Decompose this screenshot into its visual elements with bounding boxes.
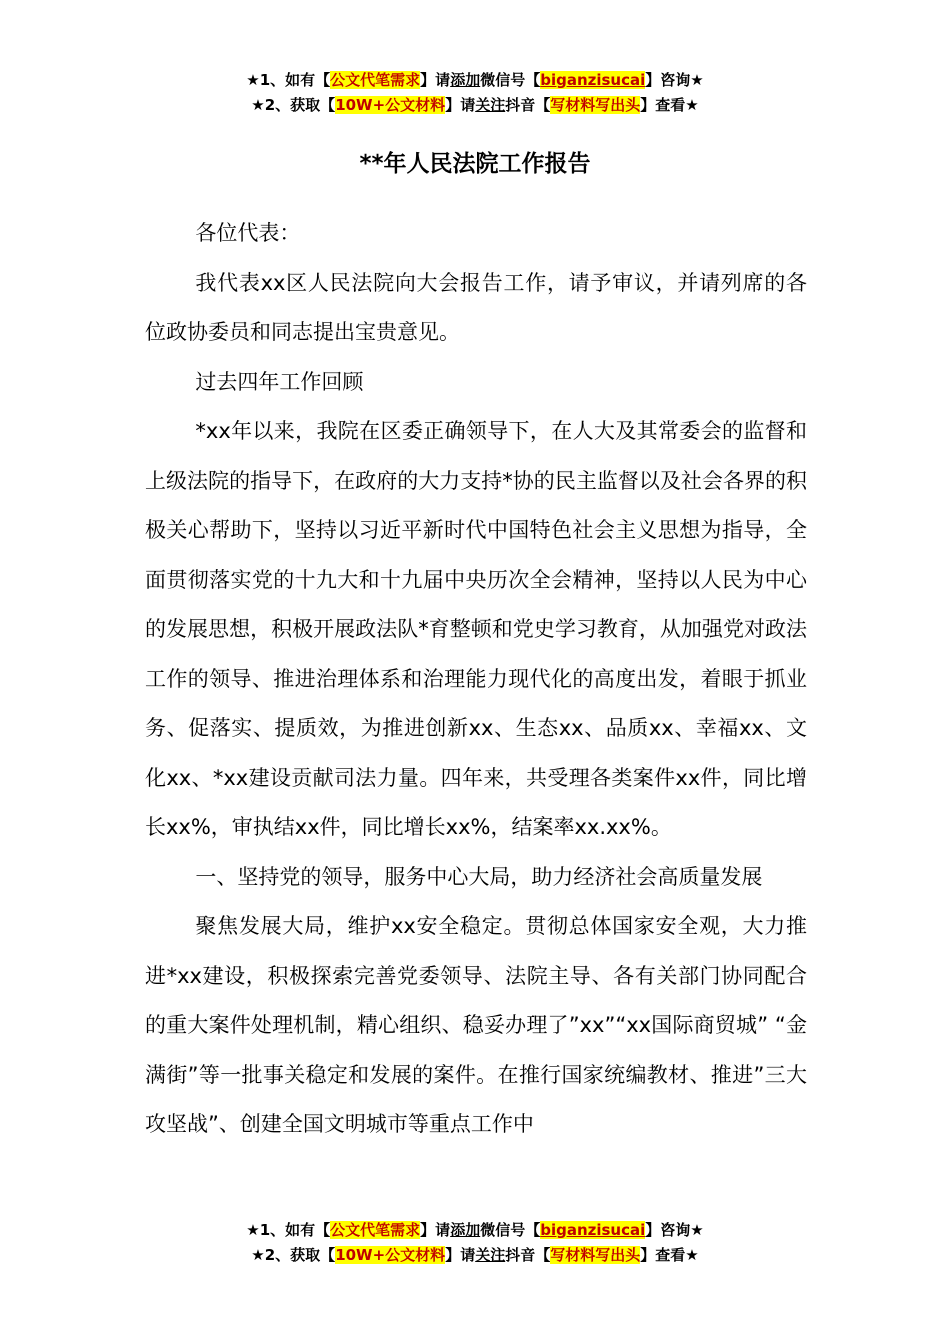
banner-text: 】咨询★ (645, 1221, 704, 1239)
footer-banner (0, 1218, 950, 1268)
banner-underline: 添加 (450, 1221, 481, 1239)
banner-line-2 (0, 1243, 950, 1268)
section-heading: 一、坚持党的领导，服务中心大局，助力经济社会高质量发展 (195, 864, 763, 889)
paragraph: *xx年以来，我院在区委正确领导下，在人大及其常委会的监督和上级法院的指导下，在政府的大力支持*协的民主监督以及社会各界的积极关心帮助下，坚持以习近平新时代中国特色社会主义思想为指导，全面贯彻落实党的十九大和十九届中央历次全会精神，坚持以人民为中心的发展思想，积极开展政法队*育整顿和党史学习教育，从加强党对政法工作的领导、推进治理体系和治理能力现代化的高度出发，着眼于抓业务、促落实、提质效，为推进创新xx、生态xx、品质xx、幸福xx、文化xx、*xx建设贡献司法力量。四年来，共受理各类案件xx件，同比增长xx%，审执结xx件，同比增长xx%，结案率xx.xx%。 (145, 419, 807, 839)
banner-text: 抖音【 (505, 1246, 551, 1264)
douyin-account-highlight: 写材料写出头 (550, 96, 641, 114)
banner-text: 】请 (420, 1221, 451, 1239)
banner-highlight: 10W+公文材料 (335, 1246, 446, 1264)
banner-text: 】请 (445, 96, 476, 114)
banner-text: ★2、获取【 (251, 96, 336, 114)
document-title: **年人民法院工作报告 (359, 151, 591, 177)
banner-underline: 关注 (475, 1246, 506, 1264)
banner-text: 】查看★ (640, 96, 699, 114)
banner-text: 微信号【 (480, 71, 541, 89)
paragraph: 各位代表： (195, 221, 301, 245)
paragraph: 我代表xx区人民法院向大会报告工作，请予审议，并请列席的各位政协委员和同志提出宝贵意见。 (145, 270, 807, 344)
paragraph: 过去四年工作回顾 (195, 369, 364, 394)
banner-highlight: 公文代笔需求 (330, 71, 421, 89)
banner-text: ★1、如有【 (246, 1221, 331, 1239)
banner-text: 】查看★ (640, 1246, 699, 1264)
banner-line-2 (0, 93, 950, 118)
banner-text: ★1、如有【 (246, 71, 331, 89)
banner-text: ★2、获取【 (251, 1246, 336, 1264)
banner-highlight: 公文代笔需求 (330, 1221, 421, 1239)
banner-text: 微信号【 (480, 1221, 541, 1239)
paragraph: 聚焦发展大局，维护xx安全稳定。贯彻总体国家安全观，大力推进*xx建设，积极探索完善党委领导、法院主导、各有关部门协同配合的重大案件处理机制，精心组织、稳妥办理了”xx”“xx国际商贸城” “金满街”等一批事关稳定和发展的案件。在推行国家统编教材、推进”三大攻坚战”、创建全国文明城市等重点工作中 (145, 914, 807, 1136)
wechat-id-link[interactable]: biganzisucai (540, 71, 646, 89)
banner-line-1 (0, 68, 950, 93)
banner-text: 】咨询★ (645, 71, 704, 89)
banner-line-1 (0, 1218, 950, 1243)
banner-underline: 添加 (450, 71, 481, 89)
banner-text: 抖音【 (505, 96, 551, 114)
banner-highlight: 10W+公文材料 (335, 96, 446, 114)
banner-text: 】请 (445, 1246, 476, 1264)
document-body (145, 209, 807, 1150)
douyin-account-highlight: 写材料写出头 (550, 1246, 641, 1264)
banner-underline: 关注 (475, 96, 506, 114)
header-banner (0, 68, 950, 118)
wechat-id-link[interactable]: biganzisucai (540, 1221, 646, 1239)
banner-text: 】请 (420, 71, 451, 89)
